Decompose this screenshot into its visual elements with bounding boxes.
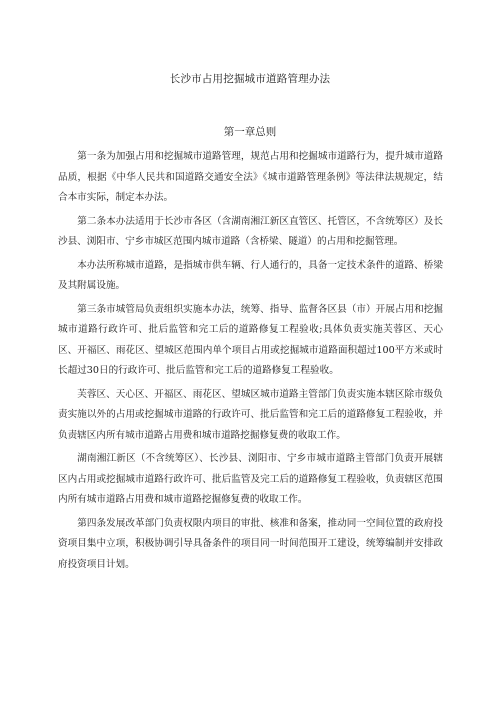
paragraph: 第一条为加强占用和挖掘城市道路管理，规范占用和挖掘城市道路行为，提升城市道路品质，根据《中华人民共和国道路交通安全法》《城市道路管理条例》等法律法规规定，结合本市实际，制定本办法。 xyxy=(58,151,443,204)
paragraph: 第二条本办法适用于长沙市各区（含湖南湘江新区直管区、托管区，不含统筹区）及长沙县、浏阳市、宁乡市城区范围内城市道路（含桥梁、隧道）的占用和挖掘管理。 xyxy=(58,215,443,248)
chapter-heading: 第一章总则 xyxy=(223,126,277,138)
document-title: 长沙市占用挖掘城市道路管理办法 xyxy=(169,73,331,85)
document-body xyxy=(58,147,443,578)
paragraph: 第三条市城管局负责组织实施本办法，统筹、指导、监督各区县（市）开展占用和挖掘城市道路行政许可、批后监管和完工后的道路修复工程验收;具体负责实施芙蓉区、天心区、开福区、雨花区、望城区范围内单个项目占用或挖掘城市道路面积超过100平方米或时长超过30日的行政许可、批后监管和完工后的道路修复工程验收。 xyxy=(58,303,443,377)
paragraph: 湖南湘江新区（不含统筹区）、长沙县、浏阳市、宁乡市城市道路主管部门负责开展辖区内占用或挖掘城市道路行政许可、批后监管及完工后的道路修复工程验收，负责辖区范围内所有城市道路占用费和城市道路挖掘修复费的收取工作。 xyxy=(58,453,443,506)
paragraph: 芙蓉区、天心区、开福区、雨花区、望城区城市道路主管部门负责实施本辖区除市级负责实施以外的占用或挖掘城市道路的行政许可、批后监管和完工后的道路修复工程验收，并负责辖区内所有城市道路占用费和城市道路挖掘修复费的收取工作。 xyxy=(58,388,443,441)
paragraph: 第四条发展改革部门负责权限内项目的审批、核准和备案，推动同一空间位置的政府投资项目集中立项，积极协调引导具备条件的项目同一时间范围开工建设，统筹编制并安排政府投资项目计划。 xyxy=(58,517,443,571)
paragraph: 本办法所称城市道路，是指城市供车辆、行人通行的，具备一定技术条件的道路、桥梁及其附属设施。 xyxy=(58,259,443,292)
